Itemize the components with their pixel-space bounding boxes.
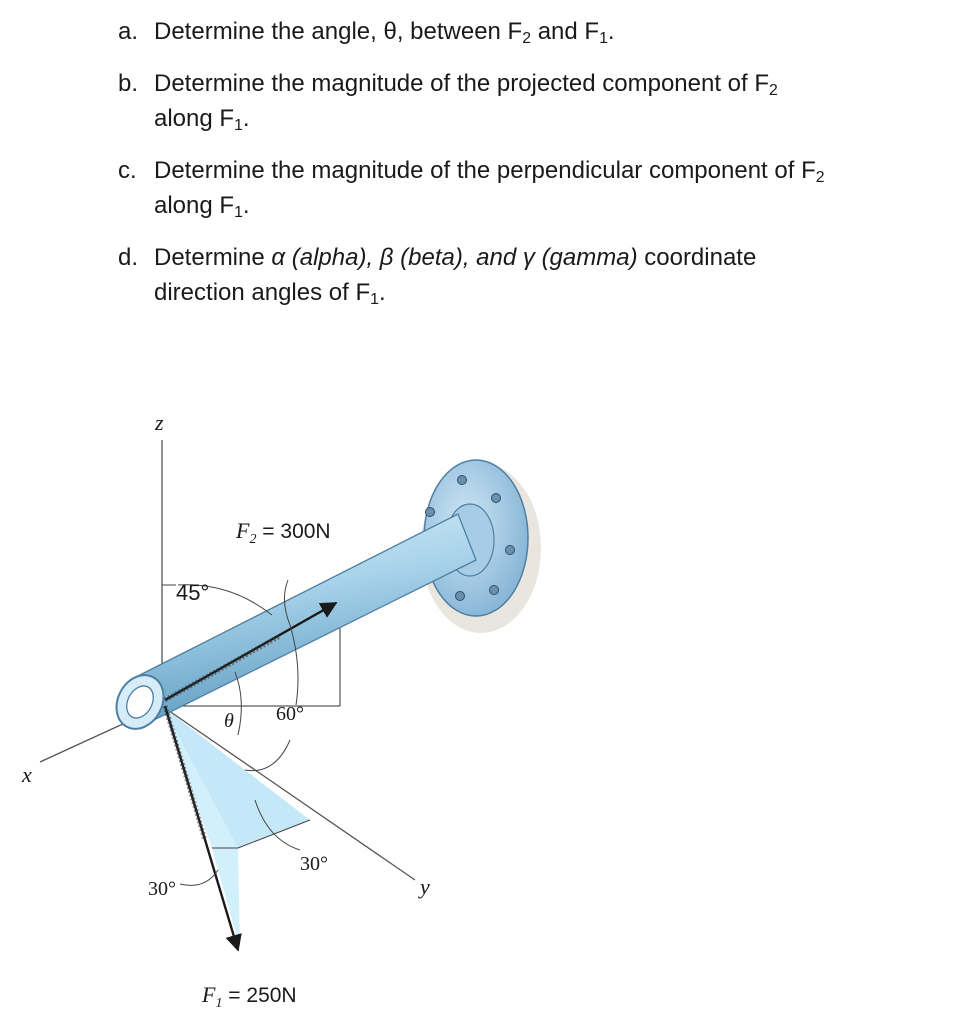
theta-label: θ <box>224 710 234 732</box>
theta-arc <box>235 672 241 735</box>
f2-label: $F_2 = 300N$ <box>236 518 331 547</box>
x-axis-label: x <box>22 762 32 787</box>
angle-30-left-arc <box>180 870 218 885</box>
question-text-continued: along $F_1$. <box>154 105 250 134</box>
angle-30-right-label: 30° <box>300 853 328 875</box>
question-text: Determine α (alpha), β (beta), and γ (gamma) coordinate <box>154 244 757 271</box>
question-text: Determine the magnitude of the projected component of $F_2$ <box>154 70 778 99</box>
question-b <box>118 66 938 136</box>
question-a <box>118 14 938 49</box>
question-marker: c. <box>118 157 137 184</box>
y-axis-label: y <box>420 874 430 899</box>
question-text-continued: direction angles of $F_1$. <box>154 279 386 308</box>
angle-arc-upper <box>245 740 290 771</box>
question-text: Determine the angle, θ, between $F_2$ and $F_1$. <box>154 18 615 47</box>
z-axis-label: z <box>155 410 164 435</box>
question-text-continued: along $F_1$. <box>154 192 250 221</box>
question-marker: a. <box>118 18 139 45</box>
question-marker: d. <box>118 244 139 271</box>
angle-45-label: 45° <box>176 580 210 605</box>
question-list <box>118 14 938 327</box>
f1-label: $F_1 = 250N$ <box>202 982 297 1011</box>
angle-30-left-label: 30° <box>148 878 176 900</box>
question-text: Determine the magnitude of the perpendicular component of $F_2$ <box>154 157 825 186</box>
force-diagram <box>0 380 957 1024</box>
angle-60-label: 60° <box>276 703 304 725</box>
question-marker: b. <box>118 70 139 97</box>
question-c <box>118 153 938 223</box>
question-d <box>118 240 938 310</box>
